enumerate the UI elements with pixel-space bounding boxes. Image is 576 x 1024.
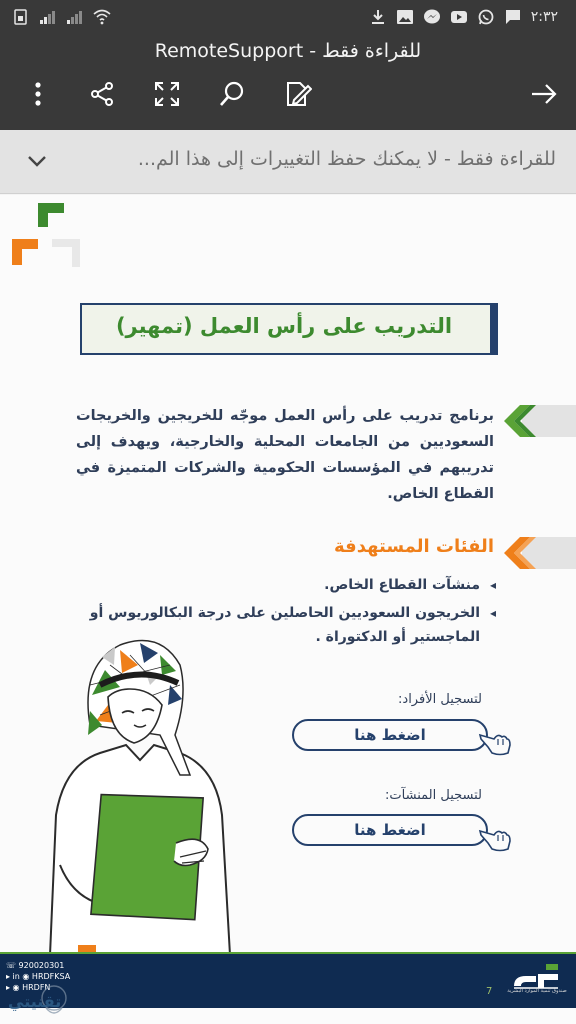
social-handle: HRDFN (22, 983, 51, 992)
messenger-icon (423, 9, 441, 25)
register-individuals-button[interactable]: اضغط هنا (292, 719, 488, 751)
fullscreen-button[interactable] (147, 82, 187, 110)
logo-caption: صندوق تنمية الموارد البشرية (507, 988, 567, 994)
status-bar (0, 0, 576, 34)
signal-icon (39, 9, 57, 25)
back-arrow-icon (530, 80, 558, 112)
pointing-hand-icon (478, 727, 512, 757)
list-item: ◂ منشآت القطاع الخاص. (76, 573, 496, 597)
green-arrow-marker-icon (500, 401, 576, 441)
hrdf-logo-icon (506, 960, 566, 1004)
sim-icon (12, 9, 30, 25)
app-bar (0, 34, 576, 130)
pointing-hand-icon (478, 823, 512, 853)
download-icon (369, 9, 387, 25)
establishments-registration-label: لتسجيل المنشآت: (385, 788, 482, 803)
share-button[interactable] (82, 82, 122, 110)
document-title: التدريب على رأس العمل (تمهير) (115, 314, 453, 338)
graduate-illustration-icon (30, 625, 270, 955)
document-page (0, 195, 576, 1024)
fullscreen-icon (153, 80, 181, 112)
message-icon (504, 9, 522, 25)
wifi-icon (93, 9, 111, 25)
program-description: برنامج تدريب على رأس العمل موجّه للخريجين والخريجات السعوديين من الجامعات المحلية والخارجية، ويهدف إلى تدريبهم في المؤسسات الحكومية والشركات المتميزة في القطاع الخاص. (76, 408, 494, 502)
readonly-banner (0, 130, 576, 194)
expand-banner-button[interactable] (22, 148, 52, 176)
edit-icon (284, 80, 312, 112)
status-left (12, 9, 111, 25)
footer-phone: ☏ 920020301 (6, 961, 65, 970)
social-handle: HRDFKSA (31, 972, 71, 981)
readonly-message: للقراءة فقط - لا يمكنك حفظ التغييرات إلى هذا الم... (137, 148, 556, 170)
whatsapp-icon (477, 9, 495, 25)
list-item: ◂ الخريجون السعوديين الحاصلين على درجة البكالوريوس أو الماجستير أو الدكتوراة . (76, 601, 496, 649)
image-icon (396, 9, 414, 25)
back-button[interactable] (524, 82, 564, 110)
signal-icon (66, 9, 84, 25)
individuals-registration-label: لتسجيل الأفراد: (398, 692, 482, 707)
chevron-down-icon (27, 153, 47, 172)
target-groups-heading: الفئات المستهدفة (334, 536, 494, 557)
app-title: RemoteSupport - للقراءة فقط (154, 40, 422, 62)
corner-decoration-icon (6, 199, 86, 269)
status-right (369, 9, 558, 25)
search-icon (218, 80, 246, 112)
search-button[interactable] (212, 82, 252, 110)
status-time: ٢:٣٢ (530, 9, 558, 25)
youtube-icon (450, 9, 468, 25)
footer-social-1: ▸ in ◉ HRDFKSA (6, 972, 71, 981)
footer-social-2: ▸ ◉ HRDFN (6, 983, 51, 992)
register-establishments-button[interactable]: اضغط هنا (292, 814, 488, 846)
watermark-text: تقنيتي (8, 992, 62, 1011)
share-icon (88, 80, 116, 112)
more-icon (24, 80, 52, 112)
title-box (80, 303, 498, 355)
phone-number: 920020301 (18, 961, 65, 970)
page-number: 7 (486, 986, 493, 997)
more-options-button[interactable] (18, 82, 58, 110)
edit-button[interactable] (278, 82, 318, 110)
orange-arrow-marker-icon (500, 533, 576, 573)
document-footer (0, 952, 576, 1008)
